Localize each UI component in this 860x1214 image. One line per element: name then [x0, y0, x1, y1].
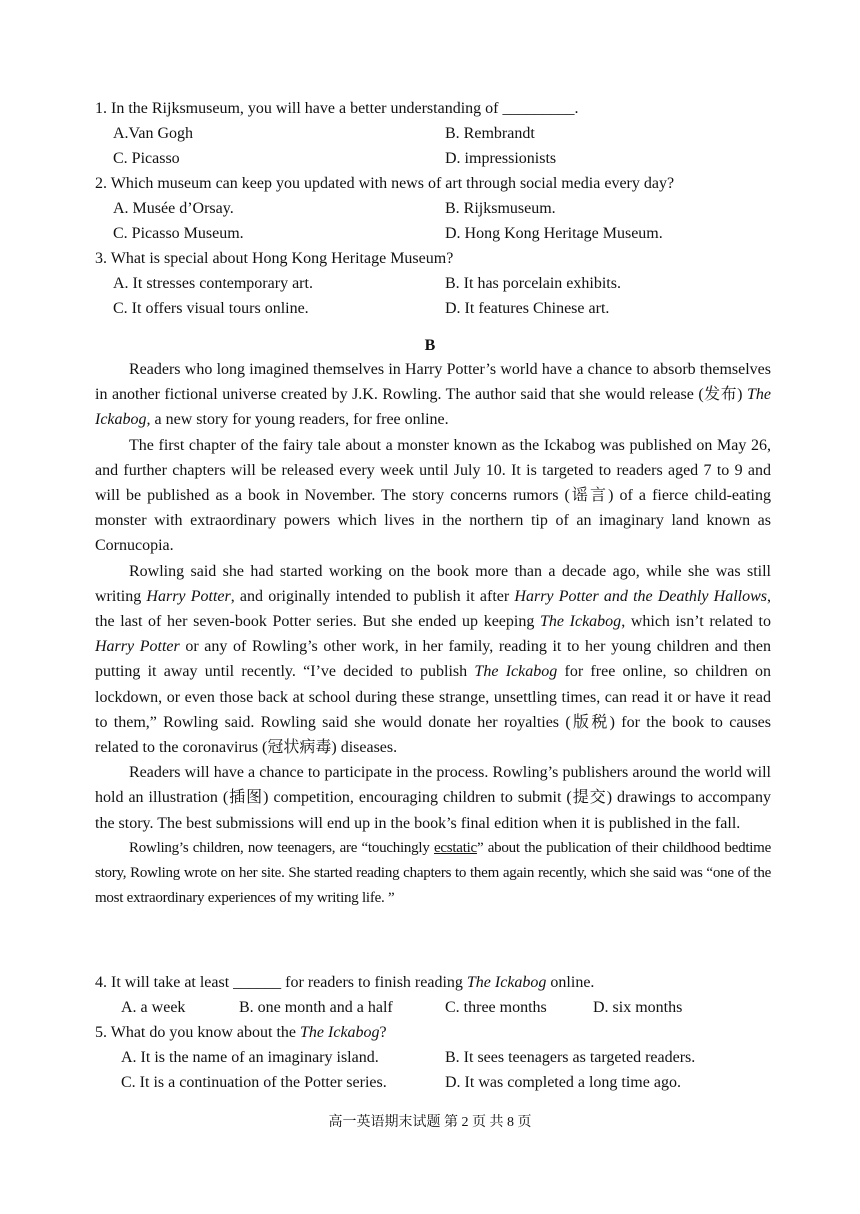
p3-text: , the last of her seven-book Potter series. But she ended up keeping	[95, 587, 772, 631]
q5-option-b: B. It sees teenagers as targeted readers.	[445, 1049, 696, 1066]
q5-option-d: D. It was completed a long time ago.	[445, 1074, 681, 1091]
p3-text: for free online, so children on lockdown, or even those back at school during these strange, unsettling times, can read it or have it read to them,” Rowling said. Rowling said she would donate her royalties (版税) for the book to causes related to the coronavirus (冠状病毒) diseases.	[95, 663, 772, 757]
q3-option-b: B. It has porcelain exhibits.	[445, 275, 621, 292]
book-title: The Ickabog,	[95, 386, 771, 429]
p3-text: Rowling said she had started working on the book more than a decade ago, while she was still writing	[95, 562, 771, 605]
book-title: Harry Potter	[146, 587, 231, 605]
q5-option-c: C. It is a continuation of the Potter series.	[121, 1074, 387, 1091]
q4-option-d: D. six months	[593, 999, 683, 1016]
passage-paragraph-5	[95, 836, 771, 912]
q3-option-d: D. It features Chinese art.	[445, 300, 610, 317]
q4-option-c: C. three months	[445, 999, 547, 1016]
p1-text: Readers who long imagined themselves in Harry Potter’s world have a chance to absorb themselves in another fictional universe created by J.K. Rowling. The author said that she would release (发布)	[95, 361, 771, 404]
page-footer: 高一英语期末试题 第 2 页 共 8 页	[328, 1115, 532, 1130]
q3-option-a: A. It stresses contemporary art.	[113, 275, 313, 292]
p5-text: ” about the publication of their childhood bedtime story, Rowling wrote on her site. She started reading chapters to them again recently, which she said was “one of the most extraordinary experiences of my writing life. ”	[95, 839, 771, 907]
q1-option-c: C. Picasso	[113, 150, 180, 167]
book-title: The Ickabog	[474, 663, 558, 681]
q2-option-c: C. Picasso Museum.	[113, 225, 244, 242]
passage-paragraph-3	[95, 559, 771, 761]
p3-text: , which isn’t related to	[621, 613, 772, 631]
passage-paragraph-1	[95, 357, 771, 433]
question-3-stem: 3. What is special about Hong Kong Heritage Museum?	[95, 250, 454, 267]
question-4-stem	[95, 972, 594, 994]
question-1-stem: 1. In the Rijksmuseum, you will have a better understanding of _________.	[95, 100, 579, 117]
q4-stem-text: 4. It will take at least ______ for readers to finish reading	[95, 974, 467, 991]
q1-option-d: D. impressionists	[445, 150, 557, 167]
q2-option-b: B. Rijksmuseum.	[445, 200, 556, 217]
p3-text: or any of Rowling’s other work, in her family, reading it to her young children and then putting it away until recently. “I’ve decided to publish	[95, 638, 772, 681]
q3-option-c: C. It offers visual tours online.	[113, 300, 309, 317]
passage-paragraph-4: Readers will have a chance to participate in the process. Rowling’s publishers around the world will hold an illustration (插图) competition, encouraging children to submit (提交) drawings to accompany the story. The best submissions will end up in the book’s final edition when it is published in the fall.	[95, 764, 771, 832]
p5-text: Rowling’s children, now teenagers, are “touchingly	[129, 839, 434, 856]
book-title: The Ickabog	[466, 974, 547, 991]
q4-option-a: A. a week	[121, 999, 186, 1016]
q2-option-d: D. Hong Kong Heritage Museum.	[445, 225, 663, 242]
book-title: Harry Potter	[95, 638, 180, 656]
q4-option-b: B. one month and a half	[239, 999, 393, 1016]
question-5-stem	[95, 1022, 387, 1044]
underlined-word: ecstatic	[433, 839, 477, 856]
p3-text: , and originally intended to publish it after	[230, 587, 515, 605]
q5-stem-text: ?	[379, 1024, 387, 1041]
passage-paragraph-2: The first chapter of the fairy tale about a monster known as the Ickabog was published on May 26, and further chapters will be released every week until July 10. It is targeted to readers aged 7 to 9 and will be published as a book in November. The story concerns rumors (谣言) of a fierce child-eating monster with extraordinary powers which lives in the northern tip of an imaginary land known as Cornucopia.	[95, 436, 771, 555]
section-title: B	[424, 337, 436, 354]
q1-option-a: A.Van Gogh	[113, 125, 193, 142]
book-title: Harry Potter and the Deathly Hallows	[514, 587, 768, 605]
q4-stem-text: online.	[546, 974, 595, 991]
reading-passage	[95, 357, 771, 911]
q5-stem-text: 5. What do you know about the	[95, 1024, 301, 1041]
question-2-stem: 2. Which museum can keep you updated with news of art through social media every day?	[95, 175, 675, 192]
book-title: The Ickabog	[300, 1024, 380, 1041]
q5-option-a: A. It is the name of an imaginary island.	[121, 1049, 379, 1066]
p1-text-end: a new story for young readers, for free online.	[150, 411, 449, 429]
q1-option-b: B. Rembrandt	[445, 125, 535, 142]
book-title: The Ickabog	[540, 613, 622, 631]
q2-option-a: A. Musée d’Orsay.	[113, 200, 234, 217]
